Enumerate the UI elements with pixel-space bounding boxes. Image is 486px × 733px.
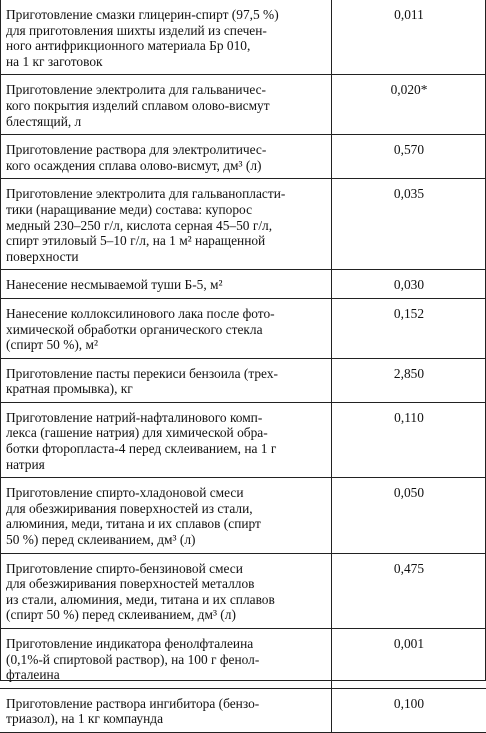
value-text: 0,475: [332, 561, 486, 577]
description-text: Приготовление индикатора фенолфталеина (0,1%-й спиртовой раствор), на 100 г фенол- фталеина: [6, 636, 323, 683]
description-text: Приготовление раствора для электролитичес- кого осаждения сплава олово-висмут, дм³ (л): [6, 142, 323, 173]
value-cell: [331, 298, 486, 358]
value-cell: [331, 135, 486, 179]
value-cell: [331, 0, 486, 75]
description-cell: [0, 75, 331, 135]
description-cell: [0, 135, 331, 179]
description-cell: [0, 179, 331, 270]
value-cell: [331, 179, 486, 270]
value-text: 2,850: [332, 366, 486, 382]
value-text: 0,020*: [332, 82, 486, 98]
description-cell: [0, 270, 331, 299]
value-cell: [331, 358, 486, 402]
description-text: Нанесение несмываемой туши Б-5, м²: [6, 277, 323, 293]
table-row: [0, 75, 486, 135]
description-cell: [0, 553, 331, 628]
description-cell: [0, 688, 331, 732]
value-text: 0,050: [332, 485, 486, 501]
table-row: [0, 553, 486, 628]
description-cell: [0, 358, 331, 402]
value-text: 0,110: [332, 410, 486, 426]
table-left-border: [0, 0, 1, 681]
description-cell: [0, 478, 331, 553]
value-cell: [331, 402, 486, 477]
description-cell: [0, 402, 331, 477]
description-text: Приготовление спирто-бензиновой смеси для обезжиривания поверхностей металлов из стали, алюминия, меди, титана и их сплавов (спирт 50 %) перед склеиванием, дм³ (л): [6, 561, 323, 623]
value-text: 0,030: [332, 277, 486, 293]
table-row: [0, 478, 486, 553]
value-cell: [331, 478, 486, 553]
table-row: [0, 402, 486, 477]
value-text: 0,100: [332, 696, 486, 712]
description-text: Нанесение коллоксилинового лака после фото- химической обработки органического стекла (спирт 50 %), м²: [6, 306, 323, 353]
value-cell: [331, 75, 486, 135]
table-row: [0, 358, 486, 402]
table-row: [0, 0, 486, 75]
table-row: [0, 298, 486, 358]
value-text: 0,035: [332, 186, 486, 202]
description-text: Приготовление электролита для гальванопласти- тики (наращивание меди) состава: купорос медный 230–250 г/л, кислота серная 45–50 г/л, спирт этиловый 5–10 г/л, на 1 м² наращенной поверхности: [6, 186, 323, 264]
table-row: [0, 270, 486, 299]
value-cell: [331, 688, 486, 732]
description-text: Приготовление раствора ингибитора (бензо- триазол), на 1 кг компаунда: [6, 696, 323, 727]
table-row: [0, 179, 486, 270]
value-text: 0,011: [332, 7, 486, 23]
description-text: Приготовление пасты перекиси бензоила (трех- кратная промывка), кг: [6, 366, 323, 397]
value-text: 0,570: [332, 142, 486, 158]
description-cell: [0, 298, 331, 358]
description-text: Приготовление натрий-нафталинового комп- лекса (гашение натрия) для химической обра- ботки фторопласта-4 перед склеиванием, на 1 г натрия: [6, 410, 323, 472]
value-text: 0,001: [332, 636, 486, 652]
description-cell: [0, 0, 331, 75]
table-row: [0, 135, 486, 179]
table-row: [0, 688, 486, 732]
description-text: Приготовление электролита для гальваничес- кого покрытия изделий сплавом олово-висмут блестящий, л: [6, 82, 323, 129]
description-text: Приготовление смазки глицерин-спирт (97,5 %) для приготовления шихты изделий из спечен- ного антифрикционного материала Бр 010, на 1 кг заготовок: [6, 7, 323, 69]
value-cell: [331, 553, 486, 628]
value-cell: [331, 270, 486, 299]
value-text: 0,152: [332, 306, 486, 322]
description-text: Приготовление спирто-хладоновой смеси для обезжиривания поверхностей из стали, алюминия, меди, титана и их сплавов (спирт 50 %) перед склеиванием, дм³ (л): [6, 485, 323, 547]
